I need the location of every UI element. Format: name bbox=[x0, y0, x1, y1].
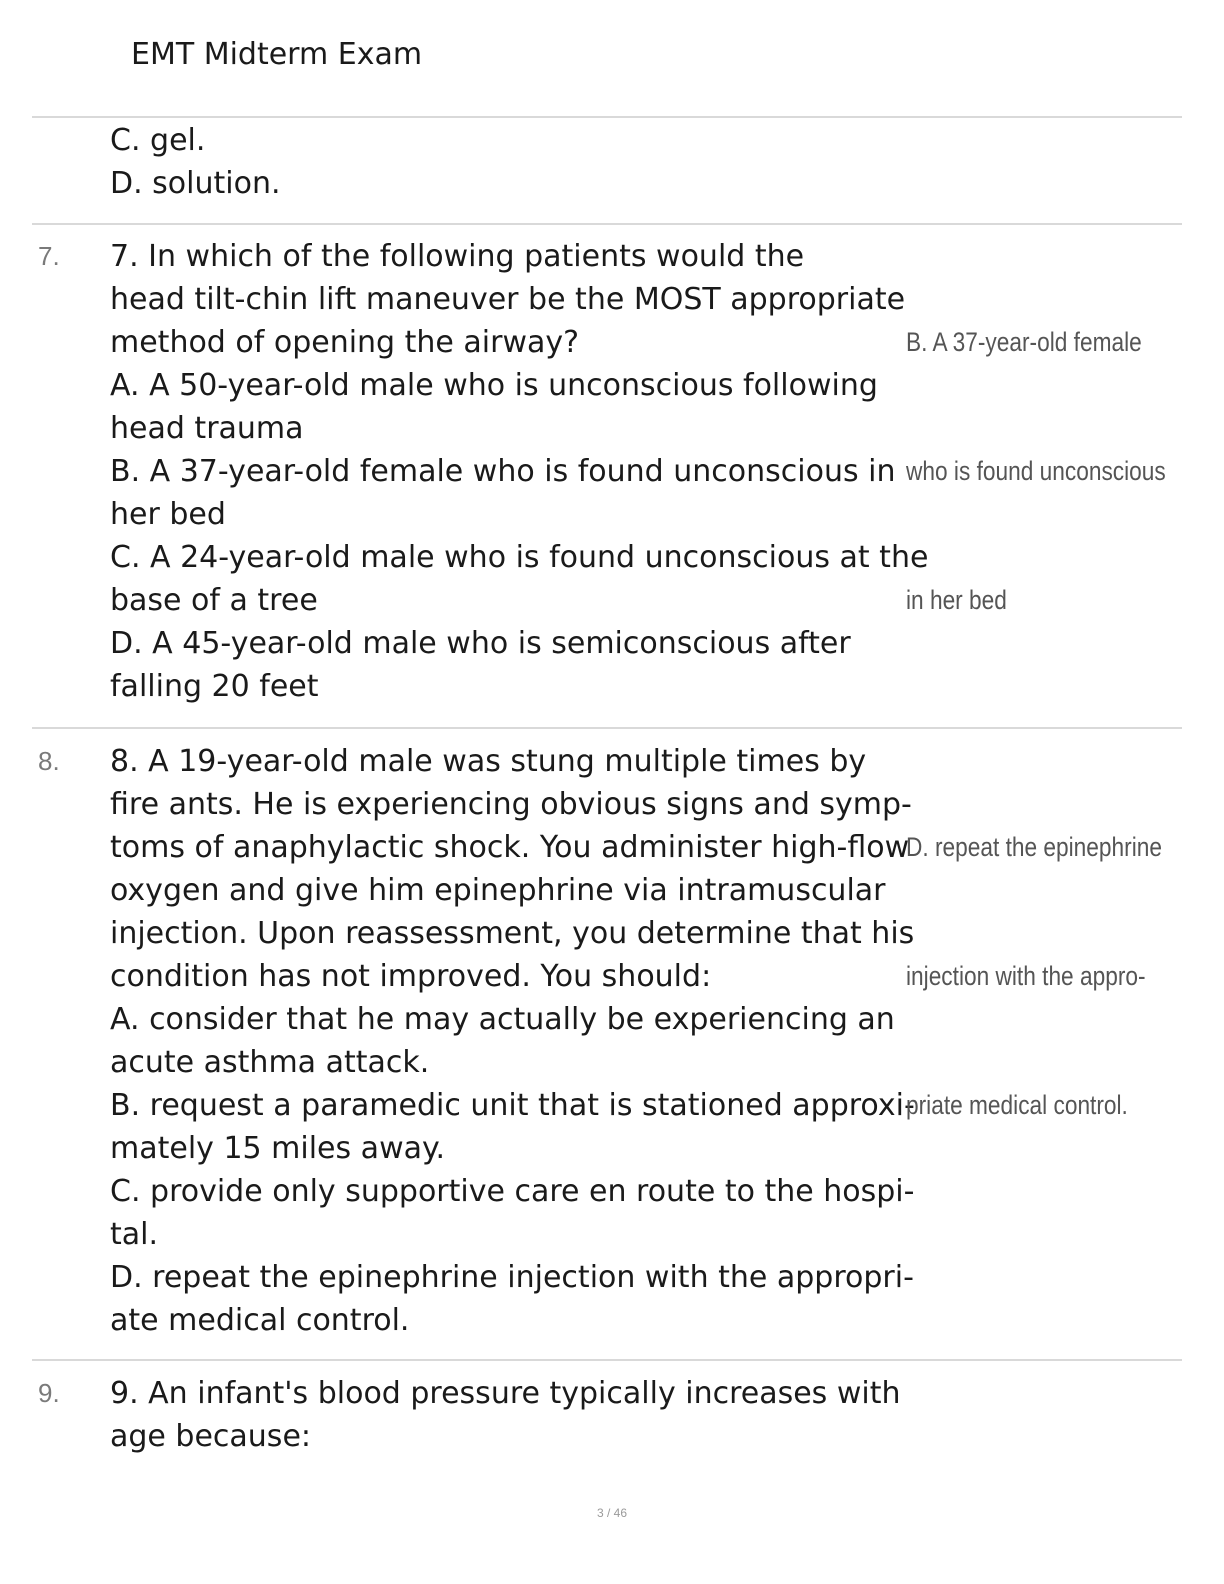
divider bbox=[32, 1359, 1182, 1361]
question-text bbox=[110, 235, 929, 708]
answer-line: B. A 37-year-old female bbox=[906, 327, 1142, 357]
divider bbox=[32, 116, 1182, 118]
option-line: C. provide only supportive care en route to the hospi- bbox=[110, 1174, 915, 1209]
divider bbox=[32, 223, 1182, 225]
question-number: 9. bbox=[38, 1378, 60, 1408]
question-line: head tilt-chin lift maneuver be the MOST appropriate bbox=[110, 282, 906, 317]
option-line: tal. bbox=[110, 1217, 159, 1252]
question-line: condition has not improved. You should: bbox=[110, 959, 712, 994]
option-line: her bed bbox=[110, 497, 226, 532]
answer-line: injection with the appro- bbox=[906, 961, 1146, 991]
option-line: falling 20 feet bbox=[110, 669, 319, 704]
option-line: ate medical control. bbox=[110, 1303, 410, 1338]
question-line: 7. In which of the following patients would the bbox=[110, 239, 805, 274]
option-line: A. consider that he may actually be experiencing an bbox=[110, 1002, 895, 1037]
option-line: head trauma bbox=[110, 411, 304, 446]
question-line: 9. An infant's blood pressure typically increases with bbox=[110, 1376, 901, 1411]
option-line: base of a tree bbox=[110, 583, 318, 618]
divider bbox=[32, 727, 1182, 729]
option-line: B. A 37-year-old female who is found unconscious in bbox=[110, 454, 896, 489]
question-text bbox=[110, 1372, 902, 1458]
option-line: D. A 45-year-old male who is semiconscious after bbox=[110, 626, 851, 661]
question-line: 8. A 19-year-old male was stung multiple times by bbox=[110, 744, 867, 779]
answer-line: in her bed bbox=[906, 585, 1007, 615]
option-line: D. repeat the epinephrine injection with the appropri- bbox=[110, 1260, 914, 1295]
option-line: C. A 24-year-old male who is found unconscious at the bbox=[110, 540, 929, 575]
question-line: fire ants. He is experiencing obvious signs and symp- bbox=[110, 787, 912, 822]
option-line: A. A 50-year-old male who is unconscious following bbox=[110, 368, 878, 403]
option-line: D. solution. bbox=[110, 166, 281, 201]
answer-text bbox=[906, 740, 1162, 1213]
option-line: acute asthma attack. bbox=[110, 1045, 430, 1080]
question-text bbox=[110, 119, 902, 205]
answer-line: D. repeat the epinephrine bbox=[906, 832, 1162, 862]
question-number: 7. bbox=[38, 241, 60, 271]
question-line: age because: bbox=[110, 1419, 312, 1454]
question-line: oxygen and give him epinephrine via intramuscular bbox=[110, 873, 886, 908]
answer-text bbox=[906, 235, 1166, 708]
question-text bbox=[110, 740, 915, 1342]
answer-line: priate medical control. bbox=[906, 1090, 1128, 1120]
option-line: mately 15 miles away. bbox=[110, 1131, 445, 1166]
question-number: 8. bbox=[38, 746, 60, 776]
option-line: B. request a paramedic unit that is stationed approxi- bbox=[110, 1088, 915, 1123]
page-title: EMT Midterm Exam bbox=[131, 37, 423, 72]
answer-line: who is found unconscious bbox=[906, 456, 1166, 486]
page-number: 3 / 46 bbox=[596, 1506, 628, 1520]
question-line: injection. Upon reassessment, you determine that his bbox=[110, 916, 915, 951]
option-line: C. gel. bbox=[110, 123, 206, 158]
question-line: method of opening the airway? bbox=[110, 325, 580, 360]
question-line: toms of anaphylactic shock. You administer high-flow bbox=[110, 830, 910, 865]
